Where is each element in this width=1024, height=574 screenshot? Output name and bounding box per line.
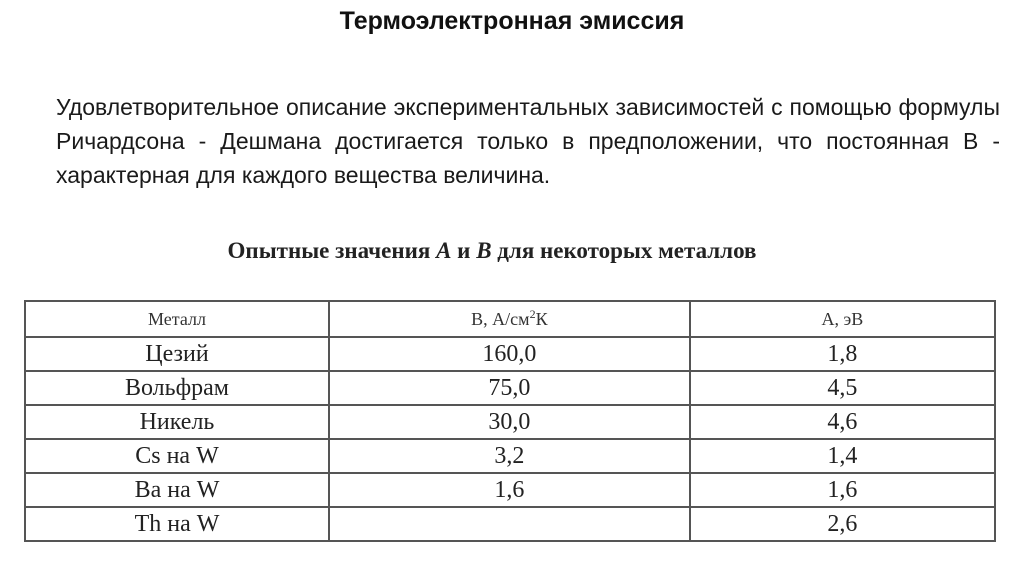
table-caption: [0, 236, 984, 266]
cell-b: 75,0: [329, 371, 690, 405]
cell-metal: Ba на W: [25, 473, 329, 507]
header-metal: Металл: [25, 301, 329, 337]
description-paragraph: Удовлетворительное описание экспериментальных зависимостей с помощью формулы Ричардсона - Дешмана достигается только в предположении, что постоянная B - характерная для каждого вещества величина.: [56, 94, 1000, 188]
table-row: [25, 405, 995, 439]
caption-suffix: для некоторых металлов: [491, 238, 757, 263]
header-b-prefix: B, А/см: [471, 308, 530, 329]
cell-a: 1,6: [690, 473, 995, 507]
cell-a: 4,5: [690, 371, 995, 405]
header-a: А, эВ: [690, 301, 995, 337]
cell-b: 3,2: [329, 439, 690, 473]
table-row: [25, 439, 995, 473]
caption-a: A: [436, 238, 452, 263]
cell-a: 2,6: [690, 507, 995, 541]
table-row: [25, 371, 995, 405]
table-row: [25, 473, 995, 507]
cell-metal: Никель: [25, 405, 329, 439]
table-row: [25, 337, 995, 371]
cell-metal: Cs на W: [25, 439, 329, 473]
caption-mid: и: [451, 238, 477, 263]
cell-b: 160,0: [329, 337, 690, 371]
table-row: [25, 507, 995, 541]
cell-b: 1,6: [329, 473, 690, 507]
cell-a: 4,6: [690, 405, 995, 439]
cell-b: [329, 507, 690, 541]
metals-table: [24, 300, 996, 542]
slide-title: Термоэлектронная эмиссия: [339, 7, 685, 35]
table-header-row: [25, 301, 995, 337]
cell-metal: Вольфрам: [25, 371, 329, 405]
cell-metal: Th на W: [25, 507, 329, 541]
caption-b: B: [476, 238, 492, 263]
cell-b: 30,0: [329, 405, 690, 439]
caption-prefix: Опытные значения: [227, 238, 437, 263]
cell-metal: Цезий: [25, 337, 329, 371]
cell-a: 1,4: [690, 439, 995, 473]
header-b-suffix: К: [535, 308, 548, 329]
cell-a: 1,8: [690, 337, 995, 371]
header-b: [329, 301, 690, 337]
header-b-sup: 2: [529, 306, 536, 321]
